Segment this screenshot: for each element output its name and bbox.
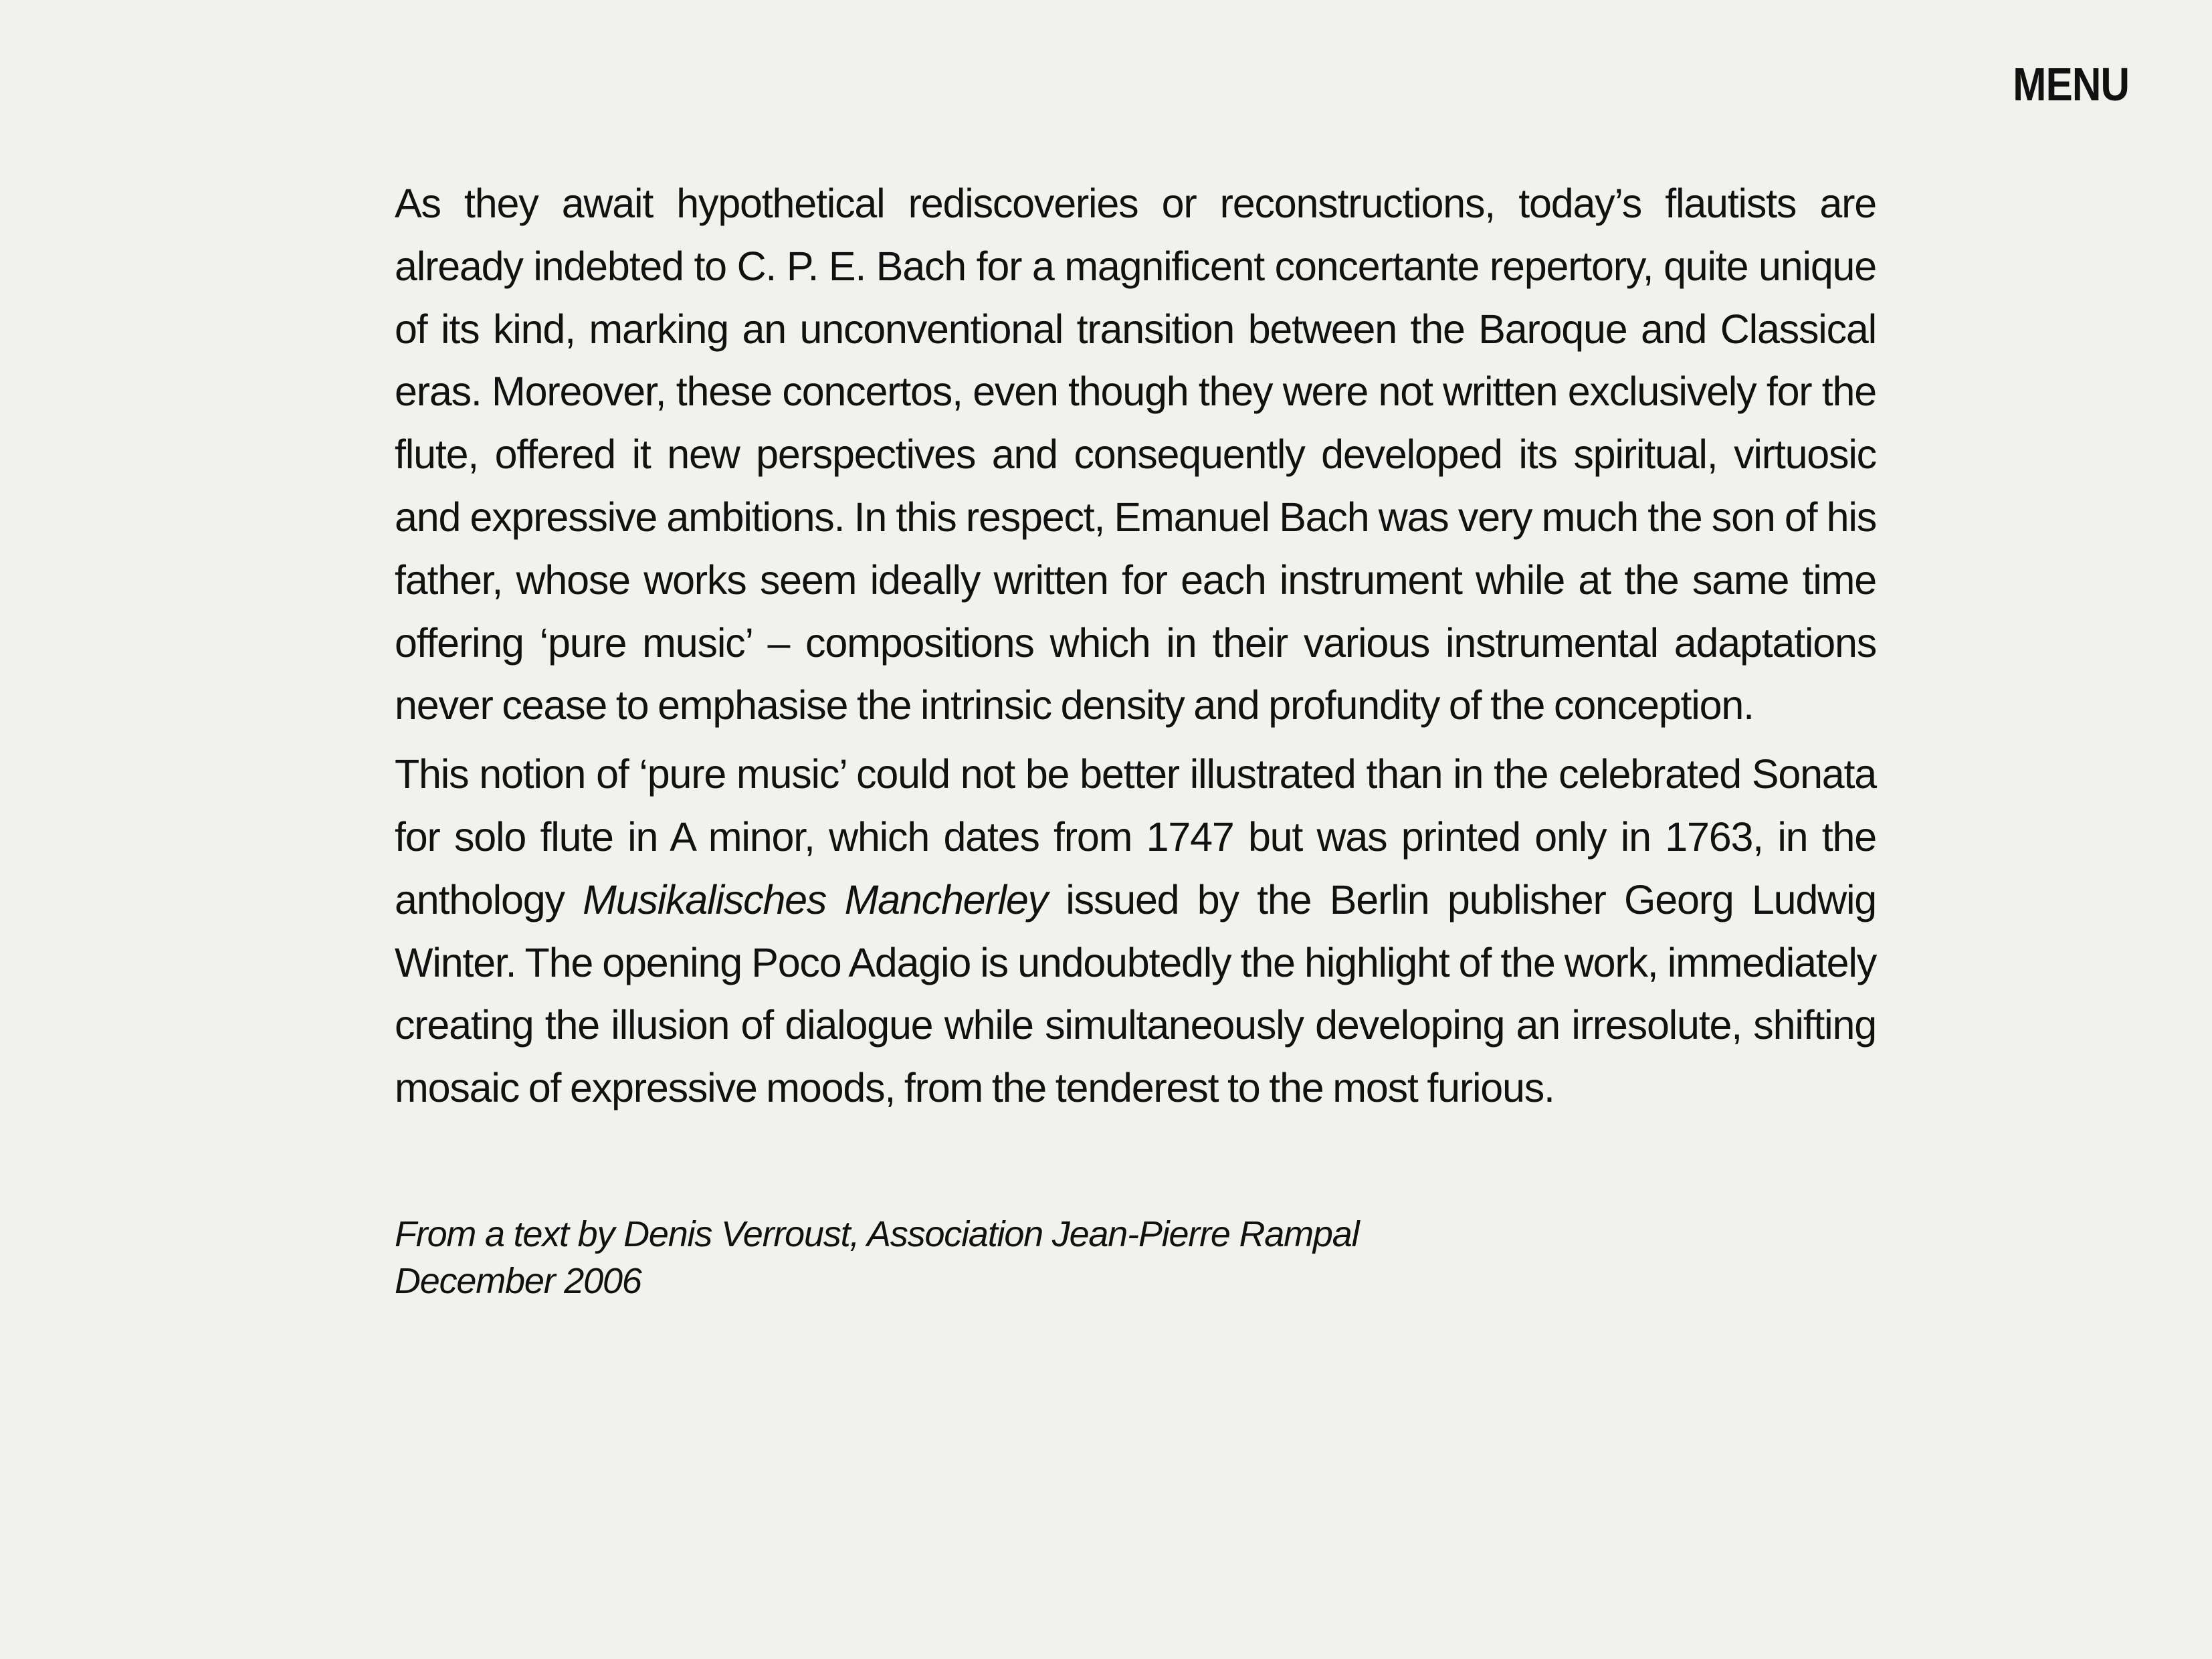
paragraph-2-text-start: This notion of ‘pure music’ could not be better illustrated than in the celebrated Sonata for solo flute in A minor, which dates from 1747 but was printed only in 1763, in the anthology (395, 751, 1876, 922)
publication-title: Musikalisches Mancherley (583, 876, 1047, 922)
menu-button[interactable]: MENU (2013, 58, 2129, 110)
credit-author: From a text by Denis Verroust, Association Jean-Pierre Rampal (395, 1213, 1359, 1254)
credit-date: December 2006 (395, 1260, 641, 1301)
article-body (395, 173, 1876, 1304)
credit-block (395, 1211, 1876, 1304)
article-paragraph-2 (395, 743, 1876, 1120)
article-paragraph-1: As they await hypothetical rediscoveries or reconstructions, today’s flautists are already indebted to C. P. E. Bach for a magnificent concertante repertory, quite unique of its kind, marking an unconventional transition between the Baroque and Classical eras. Moreover, these concertos, even though they were not written exclusively for the flute, offered it new perspectives and consequently developed its spiritual, virtuosic and expressive ambitions. In this respect, Emanuel Bach was very much the son of his father, whose works seem ideally written for each instrument while at the same time offering ‘pure music’ – compositions which in their various instrumental adaptations never cease to emphasise the intrinsic density and profundity of the conception. (395, 181, 1876, 728)
paragraph-2-text-end: issued by the Berlin publisher Georg Ludwig Winter. The opening Poco Adagio is undoubtedly the highlight of the work, immediately creating the illusion of dialogue while simultaneously developing an irresolute, shifting mosaic of expressive moods, from the tenderest to the most furious. (395, 876, 1877, 1111)
